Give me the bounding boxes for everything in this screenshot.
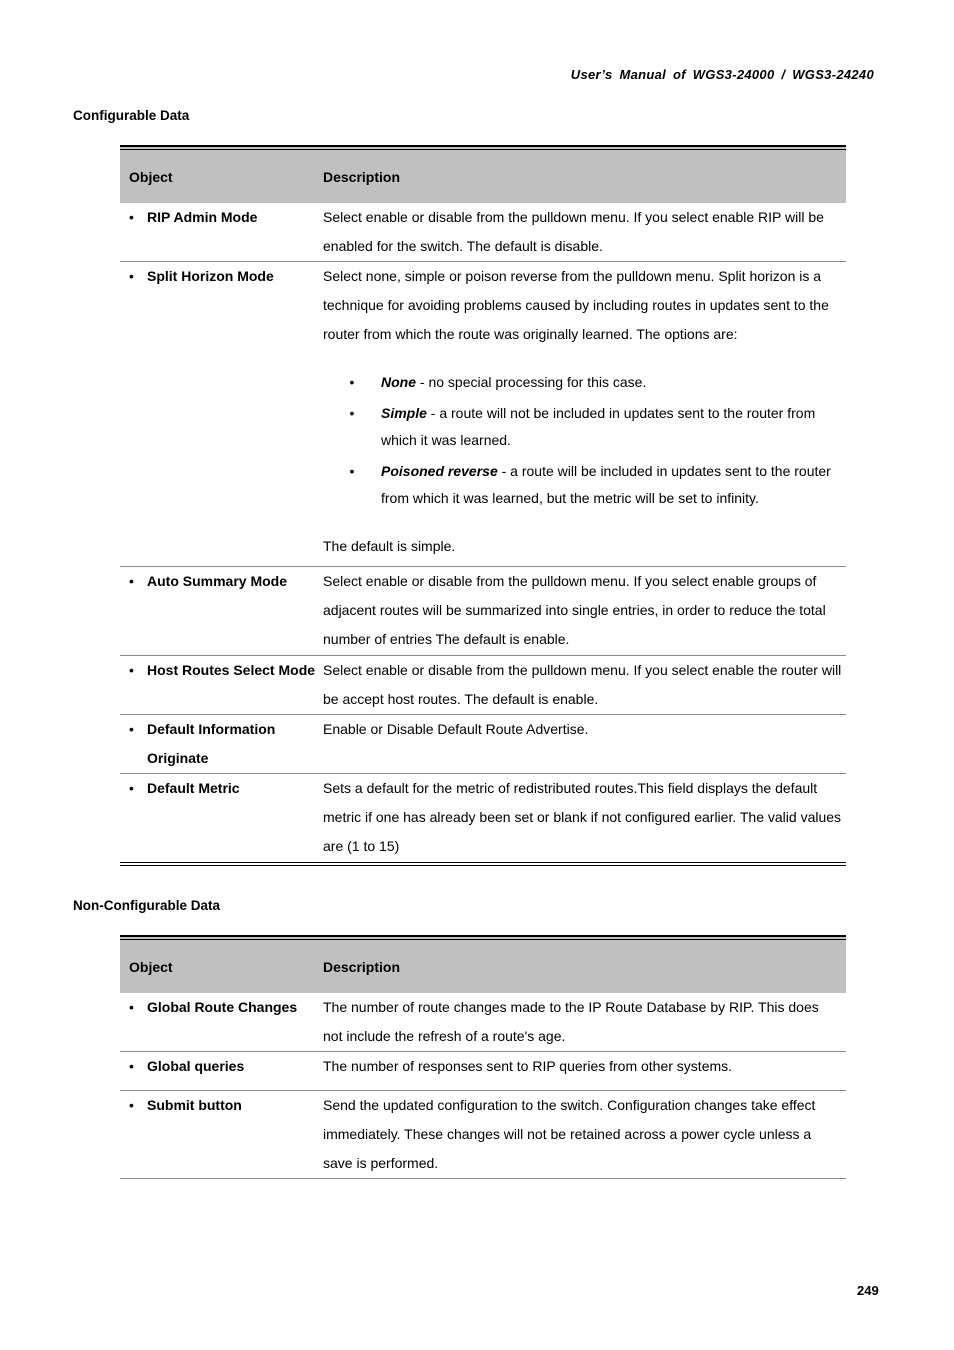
table-header (120, 146, 846, 203)
list-item (323, 400, 842, 454)
object-name: Default Metric (147, 780, 240, 796)
table-row (120, 774, 846, 866)
bullet-icon: • (129, 780, 134, 796)
object-description: Select enable or disable from the pulldown menu. If you select enable RIP will be enabled for the switch. The default is disable. (323, 209, 824, 254)
object-description: The number of route changes made to the IP Route Database by RIP. This does not include the refresh of a route's age. (323, 999, 819, 1044)
object-name: Default Information Originate (147, 721, 276, 766)
default-note: The default is simple. (323, 538, 456, 554)
option-text: - no special processing for this case. (416, 374, 647, 390)
object-name: Auto Summary Mode (147, 573, 288, 589)
bullet-icon: • (349, 463, 355, 479)
bullet-icon: • (129, 721, 134, 737)
col-description-header: Description (323, 958, 401, 975)
non-configurable-data-title: Non-Configurable Data (73, 898, 220, 913)
configurable-data-table (120, 146, 846, 866)
object-name: Split Horizon Mode (147, 268, 274, 284)
object-description: The number of responses sent to RIP queries from other systems. (323, 1058, 733, 1074)
object-description: Select enable or disable from the pulldown menu. If you select enable groups of adjacent routes will be summarized into single entries, in order to reduce the total number of entries The default is enable. (323, 573, 826, 647)
bullet-icon: • (129, 662, 134, 678)
manual-header: User’s Manual of WGS3-24000 / WGS3-24240 (570, 67, 874, 82)
option-term: None (381, 374, 416, 390)
non-configurable-data-table (120, 936, 846, 1179)
col-object-header: Object (129, 958, 173, 975)
bullet-icon: • (129, 209, 134, 225)
configurable-data-title: Configurable Data (73, 108, 190, 123)
object-name: Host Routes Select Mode (147, 662, 316, 678)
bullet-icon: • (129, 268, 134, 284)
option-term: Poisoned reverse (381, 463, 498, 479)
object-description: Select none, simple or poison reverse from the pulldown menu. Split horizon is a technique for avoiding problems caused by including routes in updates sent to the router from which the route was originally learned. The options are: (323, 268, 829, 342)
col-description-header: Description (323, 168, 401, 185)
object-name: Submit button (147, 1097, 242, 1113)
col-object-header: Object (129, 168, 173, 185)
bullet-icon: • (129, 1058, 134, 1074)
bullet-icon: • (349, 405, 355, 421)
bullet-icon: • (349, 374, 355, 390)
object-name: Global Route Changes (147, 999, 298, 1015)
list-item (323, 458, 842, 512)
table-row (120, 993, 846, 1052)
object-name: RIP Admin Mode (147, 209, 258, 225)
option-term: Simple (381, 405, 427, 421)
options-list (323, 369, 842, 512)
table-row (120, 567, 846, 656)
option-text: - a route will be included in updates sent to the router from which it was learned, but the metric will be set to infinity. (381, 463, 831, 506)
table-row (120, 1052, 846, 1091)
object-name: Global queries (147, 1058, 245, 1074)
table-row (120, 203, 846, 262)
object-description: Send the updated configuration to the switch. Configuration changes take effect immediately. These changes will not be retained across a power cycle unless a save is performed. (323, 1097, 816, 1171)
bullet-icon: • (129, 999, 134, 1015)
table-row (120, 715, 846, 774)
object-description: Sets a default for the metric of redistributed routes.This field displays the default metric if one has already been set or blank if not configured earlier. The valid values are (1 to 15) (323, 780, 842, 854)
bullet-icon: • (129, 573, 134, 589)
table-row (120, 262, 846, 567)
list-item (323, 369, 842, 396)
table-header (120, 936, 846, 993)
object-description: Select enable or disable from the pulldown menu. If you select enable the router will be accept host routes. The default is enable. (323, 662, 842, 707)
option-text: - a route will not be included in updates sent to the router from which it was learned. (381, 405, 816, 448)
object-description: Enable or Disable Default Route Advertise. (323, 721, 589, 737)
table-row (120, 656, 846, 715)
bullet-icon: • (129, 1097, 134, 1113)
table-row (120, 1091, 846, 1179)
page-number: 249 (857, 1283, 879, 1298)
